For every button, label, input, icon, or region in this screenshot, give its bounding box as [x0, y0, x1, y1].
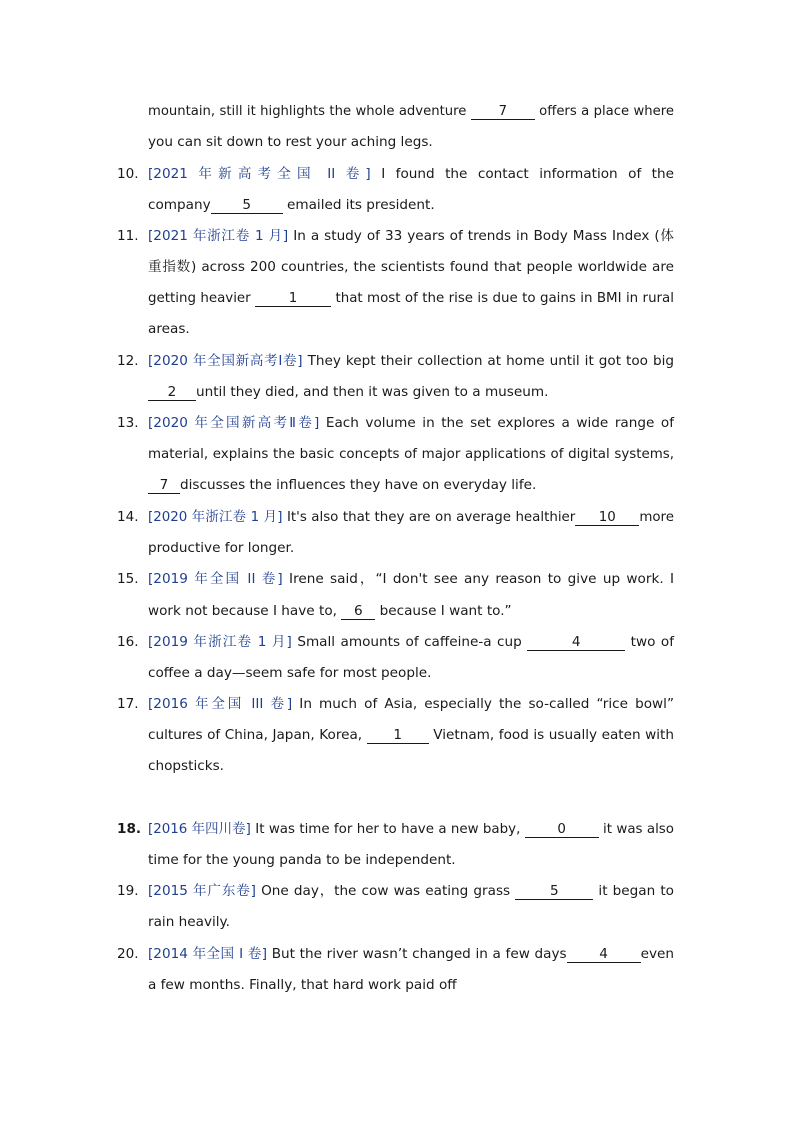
- question-number: 12.: [117, 353, 139, 369]
- item-line: [2020 年全国新高考Ⅰ卷] They kept their collection at home until it got too big: [148, 353, 674, 369]
- question-number: 16.: [117, 634, 139, 650]
- item-line: getting heavier 1 that most of the rise is due to gains in BMI in rural: [148, 291, 674, 306]
- answer-blank: 6: [341, 604, 375, 620]
- item-line: work not because I have to, 6 because I want to.”: [148, 603, 512, 619]
- item-line: [2016 年全国 III 卷] In much of Asia, especially the so-called “rice bowl”: [148, 696, 674, 712]
- source-tag: [2015 年广东卷]: [148, 883, 256, 899]
- question-number: 13.: [117, 415, 139, 431]
- item-line: [2019 年全国 II 卷] Irene said，“I don't see any reason to give up work. I: [148, 571, 674, 587]
- question-number: 10.: [117, 166, 139, 182]
- source-tag: [2014 年全国 I 卷]: [148, 946, 268, 962]
- answer-blank: 0: [525, 822, 599, 838]
- item-line: a few months. Finally, that hard work paid off: [148, 977, 457, 993]
- item-line: productive for longer.: [148, 540, 295, 556]
- item-line: [2020 年全国新高考Ⅱ卷] Each volume in the set explores a wide range of: [148, 415, 674, 431]
- item-line: 重指数) across 200 countries, the scientists found that people worldwide are: [148, 259, 674, 275]
- answer-blank: 5: [515, 884, 593, 900]
- item-line: [2020 年浙江卷 1 月] It's also that they are on average healthier 10 more: [148, 510, 674, 525]
- item-line: chopsticks.: [148, 758, 224, 774]
- question-number: 19.: [117, 883, 139, 899]
- item-line: you can sit down to rest your aching legs.: [148, 134, 433, 150]
- source-tag: [2020 年全国新高考Ⅰ卷]: [148, 353, 303, 369]
- source-tag: [2016 年全国 III 卷]: [148, 696, 293, 712]
- item-line: cultures of China, Japan, Korea, 1 Vietnam, food is usually eaten with: [148, 727, 674, 743]
- item-line: rain heavily.: [148, 914, 230, 930]
- source-tag: [2020 年浙江卷 1 月]: [148, 510, 283, 525]
- item-line: coffee a day—seem safe for most people.: [148, 665, 432, 681]
- question-number: 20.: [117, 946, 139, 962]
- source-tag: [2021 年浙江卷 1 月]: [148, 228, 289, 244]
- item-line: [2015 年广东卷] One day，the cow was eating grass 5 it began to: [148, 883, 674, 899]
- question-number: 18.: [117, 821, 142, 837]
- item-line: mountain, still it highlights the whole adventure 7 offers a place where: [148, 104, 674, 119]
- answer-blank: 1: [367, 728, 429, 744]
- answer-blank: 2: [148, 385, 196, 401]
- source-tag: [2020 年全国新高考Ⅱ卷]: [148, 415, 320, 431]
- item-line: [2021 年新高考全国 II 卷] I found the contact information of the: [148, 166, 674, 182]
- question-number: 11.: [117, 228, 139, 244]
- question-number: 15.: [117, 571, 139, 587]
- answer-blank: 4: [567, 947, 641, 963]
- item-line: material, explains the basic concepts of major applications of digital systems,: [148, 447, 674, 462]
- item-line: 7 discusses the influences they have on everyday life.: [148, 470, 674, 501]
- question-number: 17.: [117, 696, 139, 712]
- item-line: [2021 年浙江卷 1 月] In a study of 33 years of trends in Body Mass Index (体: [148, 228, 674, 244]
- item-line: company 5 emailed its president.: [148, 197, 435, 213]
- item-line: [2016 年四川卷] It was time for her to have a new baby, 0 it was also: [148, 822, 674, 837]
- source-tag: [2019 年浙江卷 1 月]: [148, 634, 292, 650]
- source-tag: [2021 年新高考全国 II 卷]: [148, 166, 371, 182]
- item-line: time for the young panda to be independent.: [148, 852, 456, 868]
- answer-blank: 4: [527, 635, 625, 651]
- item-line: [2014 年全国 I 卷] But the river wasn’t changed in a few days 4 even: [148, 946, 674, 962]
- item-line: areas.: [148, 321, 190, 337]
- item-line: 2 until they died, and then it was given to a museum.: [148, 377, 674, 408]
- answer-blank: 1: [255, 291, 331, 307]
- source-tag: [2019 年全国 II 卷]: [148, 571, 283, 587]
- item-line: [2019 年浙江卷 1 月] Small amounts of caffeine-a cup 4 two of: [148, 634, 674, 650]
- answer-blank: 10: [575, 510, 639, 526]
- answer-blank: 7: [148, 478, 180, 494]
- answer-blank: 7: [471, 104, 535, 120]
- question-number: 14.: [117, 509, 139, 525]
- answer-blank: 5: [211, 198, 283, 214]
- source-tag: [2016 年四川卷]: [148, 822, 251, 837]
